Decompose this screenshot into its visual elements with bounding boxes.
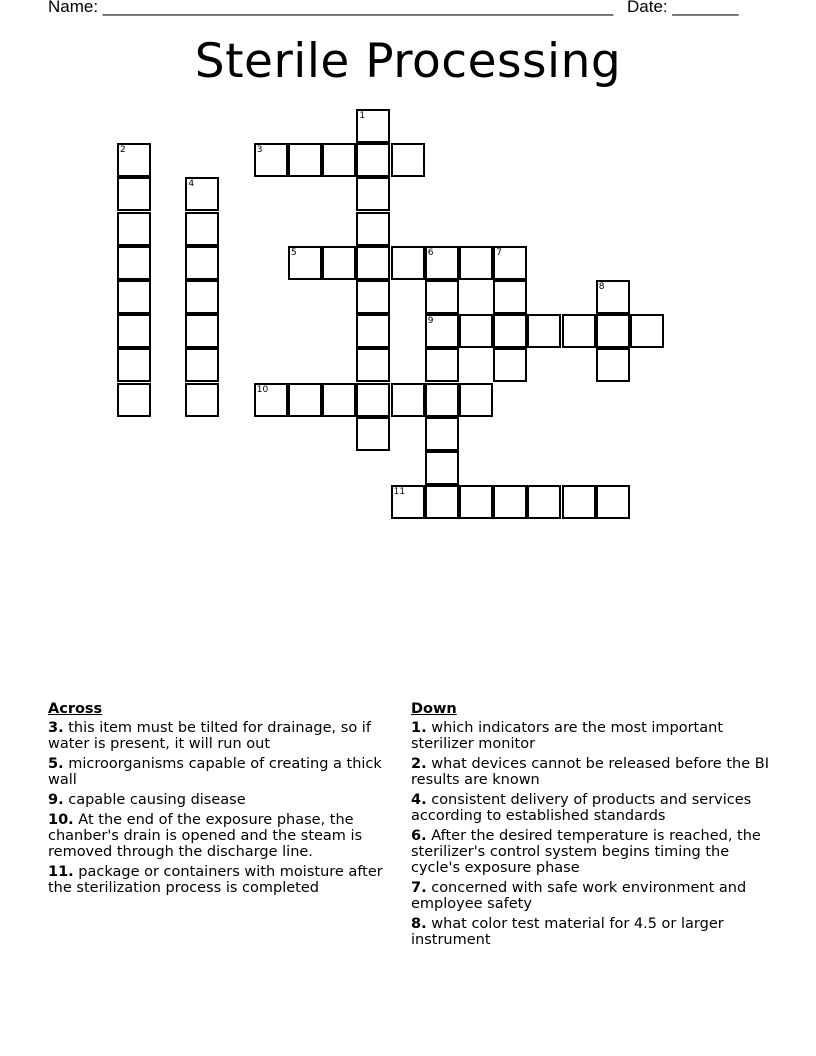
grid-cell[interactable] (322, 383, 356, 417)
cell-number: 7 (496, 247, 502, 258)
cell-number: 3 (256, 145, 263, 156)
grid-cell[interactable] (391, 143, 425, 177)
grid-cell[interactable] (425, 280, 459, 314)
grid-cell[interactable] (459, 246, 493, 280)
grid-cell[interactable] (391, 383, 425, 417)
name-line: Name: ______________________________________________________ (48, 0, 614, 16)
cell-number: 11 (393, 487, 406, 498)
grid-cell[interactable] (356, 212, 390, 246)
across-clue (48, 864, 398, 896)
clue-number: 4. (411, 792, 427, 808)
clue-number: 6. (411, 828, 427, 844)
across-clues (48, 701, 398, 900)
grid-cell[interactable] (288, 143, 322, 177)
grid-cell[interactable] (356, 383, 390, 417)
grid-cell[interactable] (527, 485, 561, 519)
grid-cell[interactable] (117, 348, 151, 382)
clue-number: 10. (48, 812, 74, 828)
clue-text: concerned with safe work environment and employee safety (411, 880, 747, 912)
down-clue (411, 880, 781, 912)
grid-cell[interactable] (288, 383, 322, 417)
down-clue (411, 828, 781, 876)
grid-cell[interactable] (185, 177, 219, 211)
grid-cell[interactable] (459, 314, 493, 348)
date-line: Date: _______ (627, 0, 739, 16)
down-clue (411, 720, 781, 752)
grid-cell[interactable] (117, 177, 151, 211)
grid-cell[interactable] (425, 451, 459, 485)
grid-cell[interactable] (493, 314, 527, 348)
cell-number: 9 (427, 316, 434, 327)
page-title: Sterile Processing (194, 34, 622, 89)
grid-cell[interactable] (185, 383, 219, 417)
clue-number: 7. (411, 880, 427, 896)
grid-cell[interactable] (356, 246, 390, 280)
clue-text: At the end of the exposure phase, the chanber's drain is opened and the steam is removed through the discharge line. (48, 812, 363, 860)
clue-number: 1. (411, 720, 427, 736)
clue-number: 5. (48, 756, 64, 772)
grid-cell[interactable] (185, 212, 219, 246)
across-clue (48, 720, 398, 752)
grid-cell[interactable] (117, 314, 151, 348)
clue-text: what devices cannot be released before the BI results are known (411, 756, 769, 788)
grid-cell[interactable] (459, 383, 493, 417)
grid-cell[interactable] (185, 314, 219, 348)
cell-number: 8 (598, 282, 605, 292)
grid-cell[interactable] (425, 383, 459, 417)
grid-cell[interactable] (596, 314, 630, 348)
grid-cell[interactable] (391, 246, 425, 280)
grid-cell[interactable] (254, 143, 288, 177)
clue-number: 8. (411, 916, 427, 932)
cell-number: 10 (256, 384, 269, 395)
cell-number: 5 (291, 247, 297, 258)
grid-cell[interactable] (596, 485, 630, 519)
grid-cell[interactable] (117, 212, 151, 246)
clue-text: this item must be tilted for drainage, so if water is present, it will run out (48, 720, 371, 752)
grid-cell[interactable] (562, 485, 596, 519)
grid-cell[interactable] (356, 348, 390, 382)
grid-cell[interactable] (185, 348, 219, 382)
grid-cell[interactable] (425, 348, 459, 382)
grid-cell[interactable] (391, 485, 425, 519)
grid-cell[interactable] (322, 143, 356, 177)
grid-cell[interactable] (562, 314, 596, 348)
grid-cell[interactable] (425, 417, 459, 451)
grid-cell[interactable] (493, 246, 527, 280)
grid-cell[interactable] (185, 280, 219, 314)
clue-number: 2. (411, 756, 427, 772)
clue-text: microorganisms capable of creating a thick wall (48, 756, 382, 788)
grid-cell[interactable] (356, 417, 390, 451)
grid-cell[interactable] (117, 383, 151, 417)
clue-text: After the desired temperature is reached, the sterilizer's control system begins timing the cycle's exposure phase (411, 828, 761, 876)
across-heading: Across (48, 701, 103, 717)
grid-cell[interactable] (425, 485, 459, 519)
down-heading: Down (411, 701, 457, 717)
clue-text: which indicators are the most important sterilizer monitor (411, 720, 724, 752)
clue-number: 3. (48, 720, 64, 736)
grid-cell[interactable] (596, 348, 630, 382)
across-list (48, 720, 398, 896)
down-clue (411, 756, 781, 788)
grid-cell[interactable] (493, 485, 527, 519)
grid-cell[interactable] (356, 280, 390, 314)
grid-cell[interactable] (459, 485, 493, 519)
clue-text: package or containers with moisture after the sterilization process is completed (48, 864, 383, 896)
grid-cell[interactable] (254, 383, 288, 417)
grid-cell[interactable] (356, 177, 390, 211)
down-list (411, 720, 781, 948)
down-clue (411, 916, 781, 948)
grid-cell[interactable] (425, 246, 459, 280)
clue-number: 11. (48, 864, 74, 880)
grid-cell[interactable] (425, 314, 459, 348)
clue-text: what color test material for 4.5 or larger instrument (411, 916, 724, 948)
grid-cell[interactable] (117, 280, 151, 314)
across-clue (48, 756, 398, 788)
grid-cell[interactable] (288, 246, 322, 280)
grid-cell[interactable] (117, 246, 151, 280)
clue-text: consistent delivery of products and services according to established standards (411, 792, 752, 824)
across-clue (48, 792, 398, 808)
clue-number: 9. (48, 792, 64, 808)
grid-cell[interactable] (185, 246, 219, 280)
grid-cell[interactable] (356, 314, 390, 348)
cell-number: 2 (120, 145, 126, 156)
grid-cell[interactable] (117, 143, 151, 177)
grid-cell[interactable] (596, 280, 630, 314)
cell-number: 4 (188, 179, 195, 190)
grid-cell[interactable] (493, 348, 527, 382)
grid-cell[interactable] (322, 246, 356, 280)
grid-cell[interactable] (527, 314, 561, 348)
grid-cell[interactable] (356, 109, 390, 143)
grid-cell[interactable] (356, 143, 390, 177)
clue-text: capable causing disease (68, 792, 246, 808)
down-clue (411, 792, 781, 824)
cell-number: 1 (359, 111, 366, 121)
across-clue (48, 812, 398, 860)
grid-cell[interactable] (630, 314, 664, 348)
grid-cell[interactable] (493, 280, 527, 314)
down-clues (411, 701, 781, 952)
cell-number: 6 (427, 247, 434, 258)
